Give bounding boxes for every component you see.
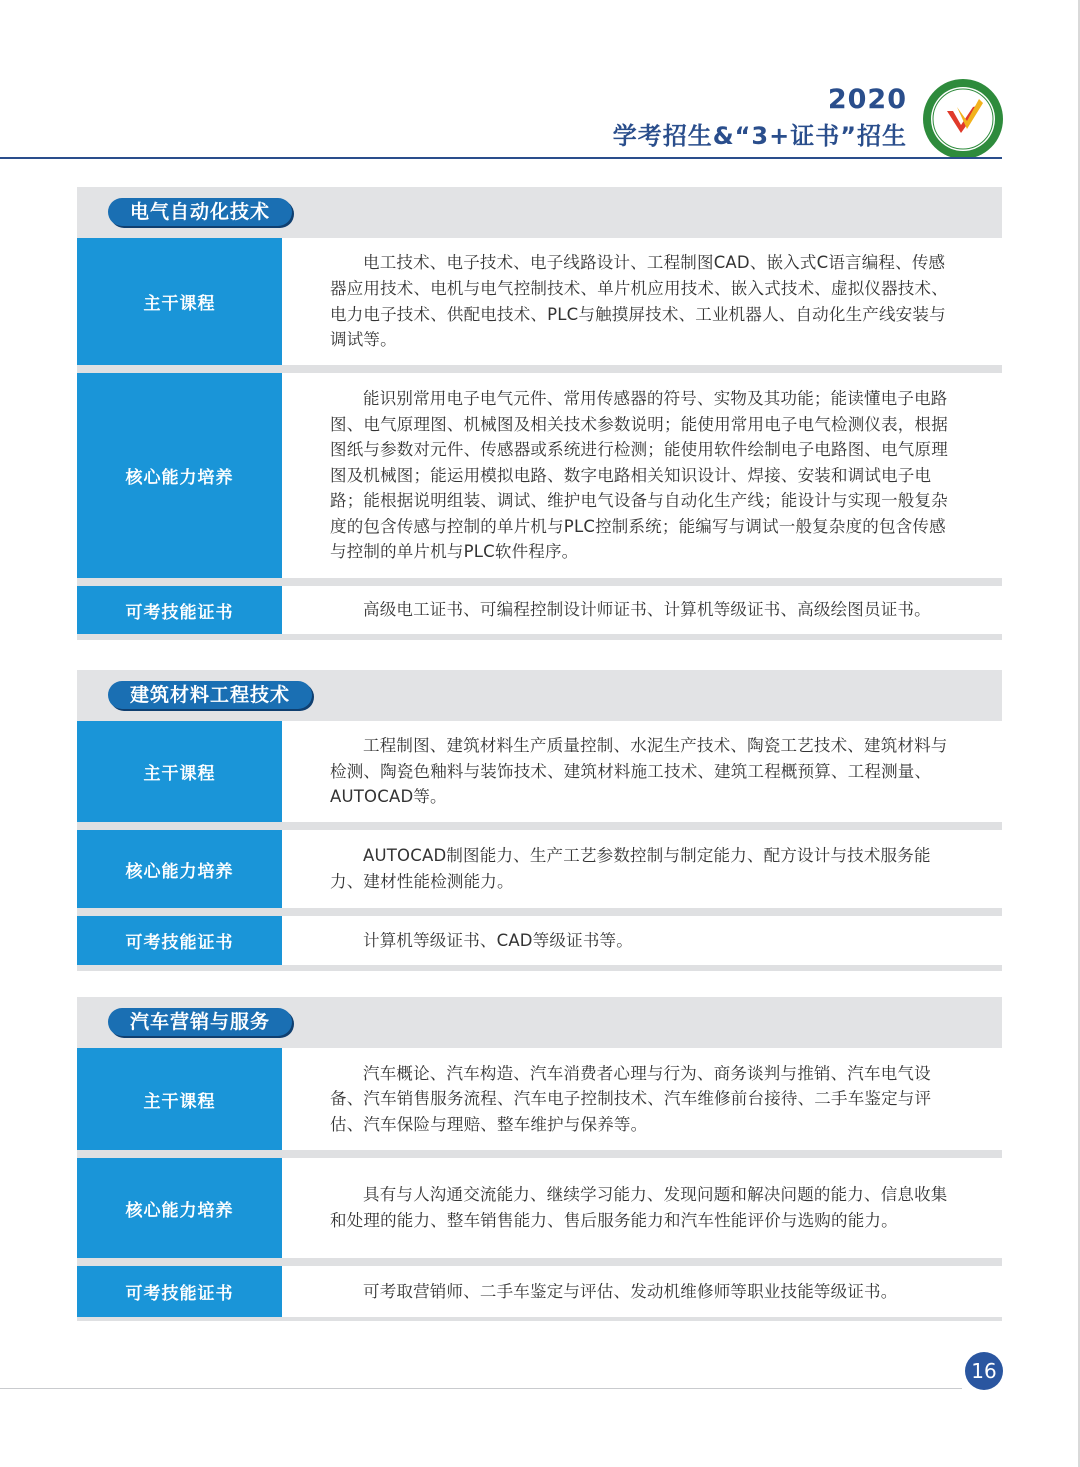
row-main-courses bbox=[77, 721, 1002, 822]
row-core-abilities bbox=[77, 1158, 1002, 1258]
row-text: 电工技术、电子技术、电子线路设计、工程制图CAD、嵌入式C语言编程、传感器应用技术、电机与电气控制技术、单片机应用技术、嵌入式技术、虚拟仪器技术、电力电子技术、供配电技术、PLC与触摸屏技术、工业机器人、自动化生产线安装与调试等。 bbox=[330, 253, 948, 350]
row-divider bbox=[77, 965, 1002, 971]
row-divider bbox=[77, 1317, 1002, 1321]
row-text: 可考取营销师、二手车鉴定与评估、发动机维修师等职业技能等级证书。 bbox=[363, 1281, 898, 1301]
row-content bbox=[282, 238, 1002, 365]
row-label: 核心能力培养 bbox=[77, 830, 282, 908]
header-divider bbox=[0, 157, 1002, 159]
row-main-courses bbox=[77, 1048, 1002, 1150]
row-label: 主干课程 bbox=[77, 1048, 282, 1150]
row-text: 能识别常用电子电气元件、常用传感器的符号、实物及其功能；能读懂电子电路图、电气原理图、机械图及相关技术参数说明；能使用常用电子电气检测仪表，根据图纸与参数对元件、传感器或系统进行检测；能使用软件绘制电子电路图、电气原理图及机械图；能运用模拟电路、数字电路相关知识设计、焊接、安装和调试电子电路；能根据说明组装、调试、维护电气设备与自动化生产线；能设计与实现一般复杂度的包含传感与控制的单片机与PLC控制系统；能编写与调试一般复杂度的包含传感与控制的单片机与PLC软件程序。 bbox=[330, 388, 948, 562]
row-divider bbox=[77, 634, 1002, 640]
section-building-materials bbox=[77, 670, 1002, 953]
school-emblem-icon bbox=[921, 77, 1005, 161]
row-text: 高级电工证书、可编程控制设计师证书、计算机等级证书、高级绘图员证书。 bbox=[363, 600, 931, 620]
header-title: 学考招生&“3+证书”招生 bbox=[612, 122, 907, 150]
row-text: AUTOCAD制图能力、生产工艺参数控制与制定能力、配方设计与技术服务能力、建材性能检测能力。 bbox=[330, 846, 931, 891]
row-text: 汽车概论、汽车构造、汽车消费者心理与行为、商务谈判与推销、汽车电气设备、汽车销售服务流程、汽车电子控制技术、汽车维修前台接待、二手车鉴定与评估、汽车保险与理赔、整车维护与保养等。 bbox=[330, 1063, 932, 1134]
row-core-abilities bbox=[77, 373, 1002, 578]
row-label: 核心能力培养 bbox=[77, 1158, 282, 1258]
row-content bbox=[282, 916, 1002, 965]
row-label: 主干课程 bbox=[77, 721, 282, 822]
row-divider bbox=[77, 1258, 1002, 1266]
row-text: 工程制图、建筑材料生产质量控制、水泥生产技术、陶瓷工艺技术、建筑材料与检测、陶瓷色釉料与装饰技术、建筑材料施工技术、建筑工程概预算、工程测量、AUTOCAD等。 bbox=[330, 736, 948, 807]
row-content bbox=[282, 1266, 1002, 1317]
section-electrical-automation bbox=[77, 187, 1002, 623]
section-title: 电气自动化技术 bbox=[108, 198, 292, 226]
header-year: 2020 bbox=[827, 84, 907, 115]
row-divider bbox=[77, 1150, 1002, 1158]
row-certificates bbox=[77, 1266, 1002, 1317]
row-label: 可考技能证书 bbox=[77, 586, 282, 634]
row-label: 可考技能证书 bbox=[77, 916, 282, 965]
row-content bbox=[282, 1158, 1002, 1258]
section-header bbox=[77, 997, 1002, 1048]
row-divider bbox=[77, 578, 1002, 586]
row-certificates bbox=[77, 916, 1002, 965]
section-header bbox=[77, 187, 1002, 238]
section-header bbox=[77, 670, 1002, 721]
row-divider bbox=[77, 365, 1002, 373]
section-title: 建筑材料工程技术 bbox=[108, 681, 312, 709]
row-content bbox=[282, 830, 1002, 908]
footer-divider bbox=[0, 1388, 962, 1389]
section-auto-marketing bbox=[77, 997, 1002, 1304]
row-divider bbox=[77, 822, 1002, 830]
row-main-courses bbox=[77, 238, 1002, 365]
row-label: 主干课程 bbox=[77, 238, 282, 365]
row-certificates bbox=[77, 586, 1002, 634]
row-content bbox=[282, 721, 1002, 822]
row-divider bbox=[77, 908, 1002, 916]
row-text: 计算机等级证书、CAD等级证书等。 bbox=[363, 930, 633, 950]
row-core-abilities bbox=[77, 830, 1002, 908]
row-content bbox=[282, 373, 1002, 578]
row-content bbox=[282, 1048, 1002, 1150]
row-label: 可考技能证书 bbox=[77, 1266, 282, 1317]
page-number: 16 bbox=[965, 1352, 1003, 1390]
row-text: 具有与人沟通交流能力、继续学习能力、发现问题和解决问题的能力、信息收集和处理的能力、整车销售能力、售后服务能力和汽车性能评价与选购的能力。 bbox=[330, 1185, 948, 1230]
section-title: 汽车营销与服务 bbox=[108, 1008, 292, 1036]
row-content bbox=[282, 586, 1002, 634]
row-label: 核心能力培养 bbox=[77, 373, 282, 578]
